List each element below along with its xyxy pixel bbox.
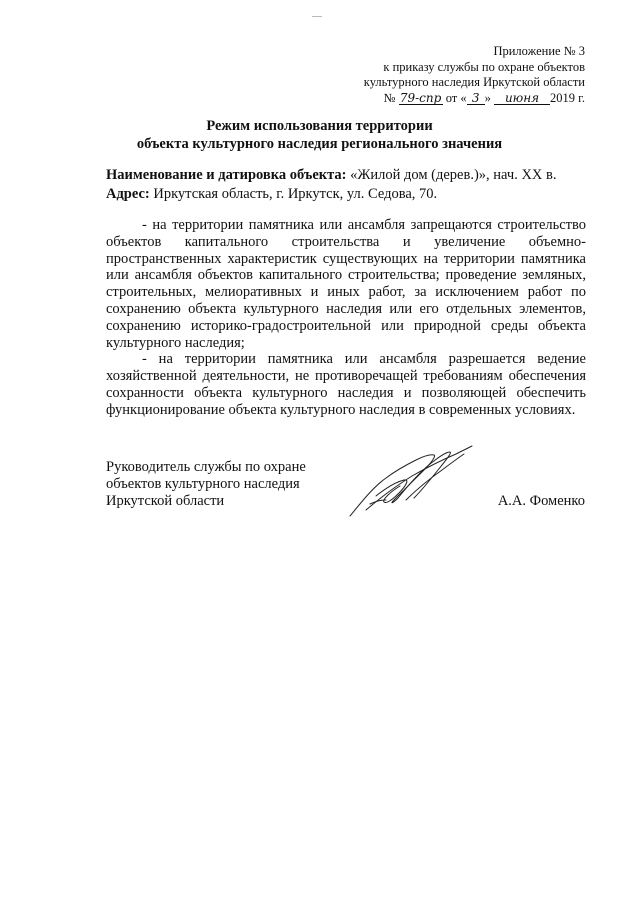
object-address-row <box>106 185 586 204</box>
appendix-title: Приложение № 3 <box>493 44 585 58</box>
signer-position <box>106 459 306 509</box>
title-line-1: Режим использования территории <box>206 118 433 134</box>
signer-position-line-2: объектов культурного наследия <box>106 475 300 492</box>
object-info <box>106 166 586 203</box>
document-title <box>0 117 639 153</box>
order-date-mid: » <box>484 90 491 105</box>
signer-position-line-1: Руководитель службы по охране <box>106 459 306 475</box>
order-year: 2019 г. <box>550 90 585 105</box>
prohibitions-paragraph: - на территории памятника или ансамбля запрещаются строительство объектов капитального строительства и увеличение объемно-пространственных характеристик существующих на территории памятника или ансамбля объектов капитального строительства; проведение земляных, строительных, мелиоративных и иных работ, за исключением работ по сохранению объекта культурного наследия или его отдельных элементов, сохранению историко-градостроительной или природной среды объекта культурного наследия; <box>106 217 586 351</box>
object-name-row <box>106 166 586 185</box>
object-address-value: Иркутская область, г. Иркутск, ул. Седова, 70. <box>149 185 438 202</box>
title-line-2: объекта культурного наследия регионального значения <box>136 136 503 152</box>
appendix-authority: культурного наследия Иркутской области <box>363 75 585 89</box>
regime-body <box>106 217 586 419</box>
permissions-paragraph: - на территории памятника или ансамбля разрешается ведение хозяйственной деятельности, не противоречащей требованиям обеспечения сохранности объекта культурного наследия и позволяющей обеспечить функционирование объекта культурного наследия в современных условиях. <box>106 351 586 418</box>
order-number-handwritten: 79-спр <box>399 90 442 105</box>
order-month-handwritten: июня <box>494 92 550 105</box>
order-date-prefix: от « <box>445 90 467 105</box>
appendix-order-ref: к приказу службы по охране объектов <box>383 59 585 74</box>
scan-mark <box>312 16 322 17</box>
object-name-label: Наименование и датировка объекта: <box>106 167 347 183</box>
order-number-prefix: № <box>383 90 396 105</box>
signer-name: А.А. Фоменко <box>497 493 585 509</box>
order-number-date <box>364 91 585 107</box>
object-name-value: «Жилой дом (дерев.)», нач. XX в. <box>346 167 557 183</box>
handwritten-signature <box>346 444 476 520</box>
order-day-handwritten: 3 <box>467 92 485 105</box>
signer-position-line-3: Иркутской области <box>106 492 225 509</box>
object-address-label: Адрес: <box>106 185 150 202</box>
appendix-header <box>364 44 585 106</box>
